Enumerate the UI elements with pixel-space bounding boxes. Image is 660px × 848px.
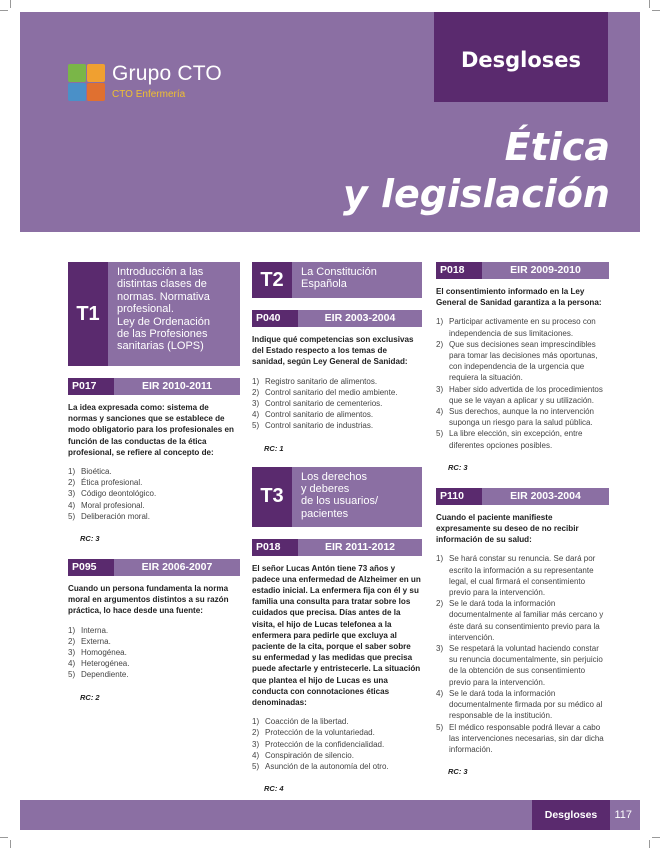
- crop-mark: [652, 10, 660, 11]
- answer-options: [68, 625, 240, 681]
- answer-option: 5) Deliberación moral.: [68, 511, 150, 521]
- correct-answer: RC: 2: [80, 692, 100, 702]
- question-text: Indique qué competencias son exclusivas del Estado respecto a los temas de sanidad, según Ley General de Sanidad:: [252, 335, 414, 367]
- crop-mark: [0, 10, 8, 11]
- question-id: P110: [436, 488, 482, 505]
- answer-option: 1) Participar activamente en su proceso con independencia de sus limitaciones.: [436, 317, 596, 338]
- answer-options: [436, 316, 609, 450]
- answer-option: 1) Registro sanitario de alimentos.: [252, 376, 378, 386]
- answer-option: 1) Interna.: [68, 625, 109, 635]
- topic-block-t1: [68, 262, 240, 366]
- title-line-1: Ética: [504, 125, 610, 169]
- topic-block-t2: [252, 262, 422, 298]
- correct-answer: RC: 1: [264, 443, 284, 453]
- title-line-2: y legislación: [342, 172, 610, 216]
- question-text: Cuando un persona fundamenta la norma moral en argumentos distintos a su razón práctica, lo hace desde una fuente:: [68, 584, 229, 616]
- answer-option: 5) Asunción de la autonomía del otro.: [252, 762, 389, 772]
- answer-option: 1) Se hará constar su renuncia. Se dará por escrito la información a su representante legal, el cual firmará el consentimiento previo para la intervención.: [436, 554, 596, 598]
- question-id: P095: [68, 559, 114, 576]
- question-id: P040: [252, 310, 298, 327]
- column-1: [68, 262, 240, 702]
- question-exam: EIR 2010-2011: [114, 378, 240, 395]
- brand-subtitle: CTO Enfermería: [112, 89, 186, 100]
- answer-option: 5) La libre elección, sin excepción, entre diferentes opciones posibles.: [436, 429, 583, 450]
- question-exam: EIR 2011-2012: [298, 539, 422, 556]
- answer-options: [252, 376, 422, 432]
- question-text: El señor Lucas Antón tiene 73 años y padece una enfermedad de Alzheimer en un estadio inicial. La enfermera fija con él y su familia una consulta para tratar sobre los cuidados que precisa. Días antes de la visita, el hijo de Lucas telefonea a la enfermera para pedirle que excluya al paciente de la cita, porque el saber sobre su enfermedad y las medidas que precisa puede afectarle y entristecerle. La situación que plantea el hijo de Lucas es una conducta con connotaciones éticas denominadas:: [252, 563, 421, 708]
- answer-option: 3) Protección de la confidencialidad.: [252, 739, 385, 749]
- correct-answer: RC: 3: [448, 462, 468, 472]
- topic-title: Los derechos y deberes de los usuarios/ pacientes: [292, 467, 422, 527]
- answer-option: 4) Sus derechos, aunque la no intervención suponga un riesgo para la salud pública.: [436, 407, 594, 428]
- question-exam: EIR 2003-2004: [298, 310, 422, 327]
- brand-name: Grupo CTO: [112, 62, 222, 85]
- section-tab-label: Desgloses: [460, 48, 582, 72]
- question-id: P018: [436, 262, 482, 279]
- column-3: [436, 262, 609, 776]
- crop-mark: [0, 837, 8, 838]
- page-title: [343, 124, 610, 218]
- section-tab: [434, 12, 608, 102]
- question-text: La idea expresada como: sistema de normas y sanciones que se establece de modo obligatorio para los profesionales en función de las conductas de la ética profesional, se refiere al concepto de:: [68, 403, 234, 457]
- logo-mark-icon: [68, 64, 106, 102]
- question-text: Cuando el paciente manifieste expresamente su deseo de no recibir información de su salud:: [436, 512, 579, 545]
- brand-logo: [68, 62, 228, 108]
- answer-option: 3) Homogénea.: [68, 648, 127, 658]
- crop-mark: [652, 837, 660, 838]
- answer-option: 4) Moral profesional.: [68, 500, 145, 510]
- crop-mark: [649, 840, 650, 848]
- topic-number: T2: [252, 262, 292, 298]
- crop-mark: [649, 0, 650, 8]
- answer-option: 2) Que sus decisiones sean imprescindibles para tomar las decisiones más oportunas, con independencia de la urgencia que requiera la situación.: [436, 339, 598, 383]
- answer-option: 3) Se respetará la voluntad haciendo constar su renuncia documentalmente, sin perjuicio de la obtención de sus consentimiento previo para la intervención.: [436, 644, 603, 687]
- question-exam: EIR 2009-2010: [482, 262, 609, 279]
- answer-option: 2) Protección de la voluntariedad.: [252, 728, 375, 738]
- answer-option: 4) Heterogénea.: [68, 659, 130, 669]
- answer-options: [436, 553, 609, 755]
- question-exam: EIR 2006-2007: [114, 559, 240, 576]
- answer-option: 3) Código deontológico.: [68, 489, 157, 499]
- question-exam: EIR 2003-2004: [482, 488, 609, 505]
- answer-option: 3) Control sanitario de cementerios.: [252, 399, 383, 409]
- answer-option: 2) Externa.: [68, 636, 111, 646]
- page-header: [20, 12, 640, 232]
- question-header: [252, 539, 422, 556]
- answer-option: 4) Se le dará toda la información documentalmente firmada por su médico al responsable de la institución.: [436, 688, 603, 721]
- answer-options: [252, 716, 422, 772]
- question-id: P018: [252, 539, 298, 556]
- answer-option: 5) Dependiente.: [68, 670, 129, 680]
- question-header: [252, 310, 422, 327]
- correct-answer: RC: 3: [80, 534, 100, 544]
- correct-answer: RC: 3: [448, 767, 468, 777]
- page-number: 117: [614, 809, 632, 821]
- answer-option: 5) El médico responsable podrá llevar a cabo las intervenciones necesarias, sin dar dicha información.: [436, 722, 604, 754]
- question-header: [436, 262, 609, 279]
- column-2: [252, 262, 422, 793]
- topic-title: La Constitución Española: [292, 262, 422, 298]
- answer-option: 2) Ética profesional.: [68, 478, 143, 488]
- topic-number: T3: [252, 467, 292, 527]
- crop-mark: [10, 840, 11, 848]
- answer-option: 1) Bioética.: [68, 467, 112, 477]
- footer-section-tab: Desgloses: [532, 800, 610, 830]
- correct-answer: RC: 4: [264, 784, 284, 794]
- answer-option: 2) Se le dará toda la información documentalmente al familiar más cercano y éste dará su consentimiento previo para la intervención.: [436, 599, 604, 642]
- answer-options: [68, 466, 240, 522]
- question-header: [68, 378, 240, 395]
- question-header: [68, 559, 240, 576]
- answer-option: 1) Coacción de la libertad.: [252, 717, 349, 727]
- question-header: [436, 488, 609, 505]
- answer-option: 5) Control sanitario de industrias.: [252, 421, 374, 431]
- question-id: P017: [68, 378, 114, 395]
- answer-option: 2) Control sanitario del medio ambiente.: [252, 387, 398, 397]
- topic-number: T1: [68, 262, 108, 366]
- answer-option: 4) Conspiración de silencio.: [252, 750, 354, 760]
- crop-mark: [10, 0, 11, 8]
- topic-title: Introducción a las distintas clases de normas. Normativa profesional. Ley de Ordenación de las Profesiones sanitarias (LOPS): [108, 262, 240, 366]
- page-footer: [20, 800, 640, 830]
- answer-option: 3) Haber sido advertida de los procedimientos que se le vayan a aplicar y su utilización.: [436, 384, 603, 405]
- topic-block-t3: [252, 467, 422, 527]
- question-text: El consentimiento informado en la Ley General de Sanidad garantiza a la persona:: [436, 287, 602, 308]
- answer-option: 4) Control sanitario de alimentos.: [252, 410, 374, 420]
